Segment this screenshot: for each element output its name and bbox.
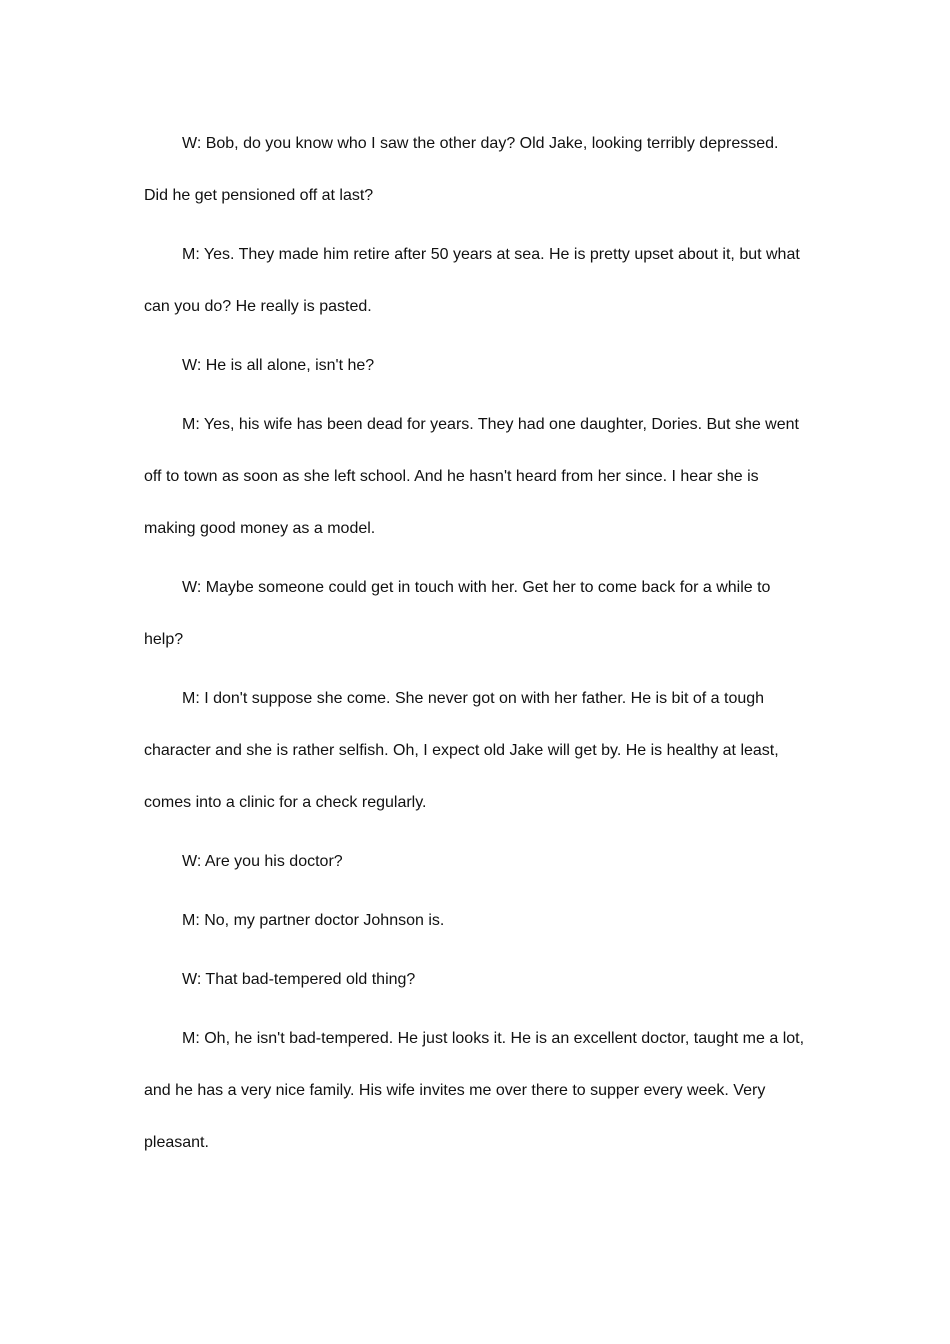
dialogue-paragraph: W: Bob, do you know who I saw the other day? Old Jake, looking terribly depressed. Did he get pensioned off at last? — [144, 135, 779, 204]
dialogue-paragraph: W: Maybe someone could get in touch with her. Get her to come back for a while to help? — [144, 579, 771, 648]
dialogue-paragraph: W: He is all alone, isn't he? — [182, 357, 375, 374]
dialogue-paragraph: M: I don't suppose she come. She never got on with her father. He is bit of a tough character and she is rather selfish. Oh, I expect old Jake will get by. He is healthy at least, comes into a clinic for a check regularly. — [144, 690, 779, 811]
dialogue-paragraph: M: Oh, he isn't bad-tempered. He just looks it. He is an excellent doctor, taught me a lot, and he has a very nice family. His wife invites me over there to supper every week. Very pleasant. — [144, 1030, 805, 1151]
dialogue-paragraph: M: Yes. They made him retire after 50 years at sea. He is pretty upset about it, but what can you do? He really is pasted. — [144, 246, 800, 315]
dialogue-paragraph: M: Yes, his wife has been dead for years. They had one daughter, Dories. But she went off to town as soon as she left school. And he hasn't heard from her since. I hear she is making good money as a model. — [144, 416, 799, 537]
dialogue-paragraph: W: That bad-tempered old thing? — [182, 971, 416, 988]
document-page — [144, 118, 806, 1176]
dialogue-paragraph: W: Are you his doctor? — [182, 853, 343, 870]
dialogue-paragraph: M: No, my partner doctor Johnson is. — [182, 912, 445, 929]
